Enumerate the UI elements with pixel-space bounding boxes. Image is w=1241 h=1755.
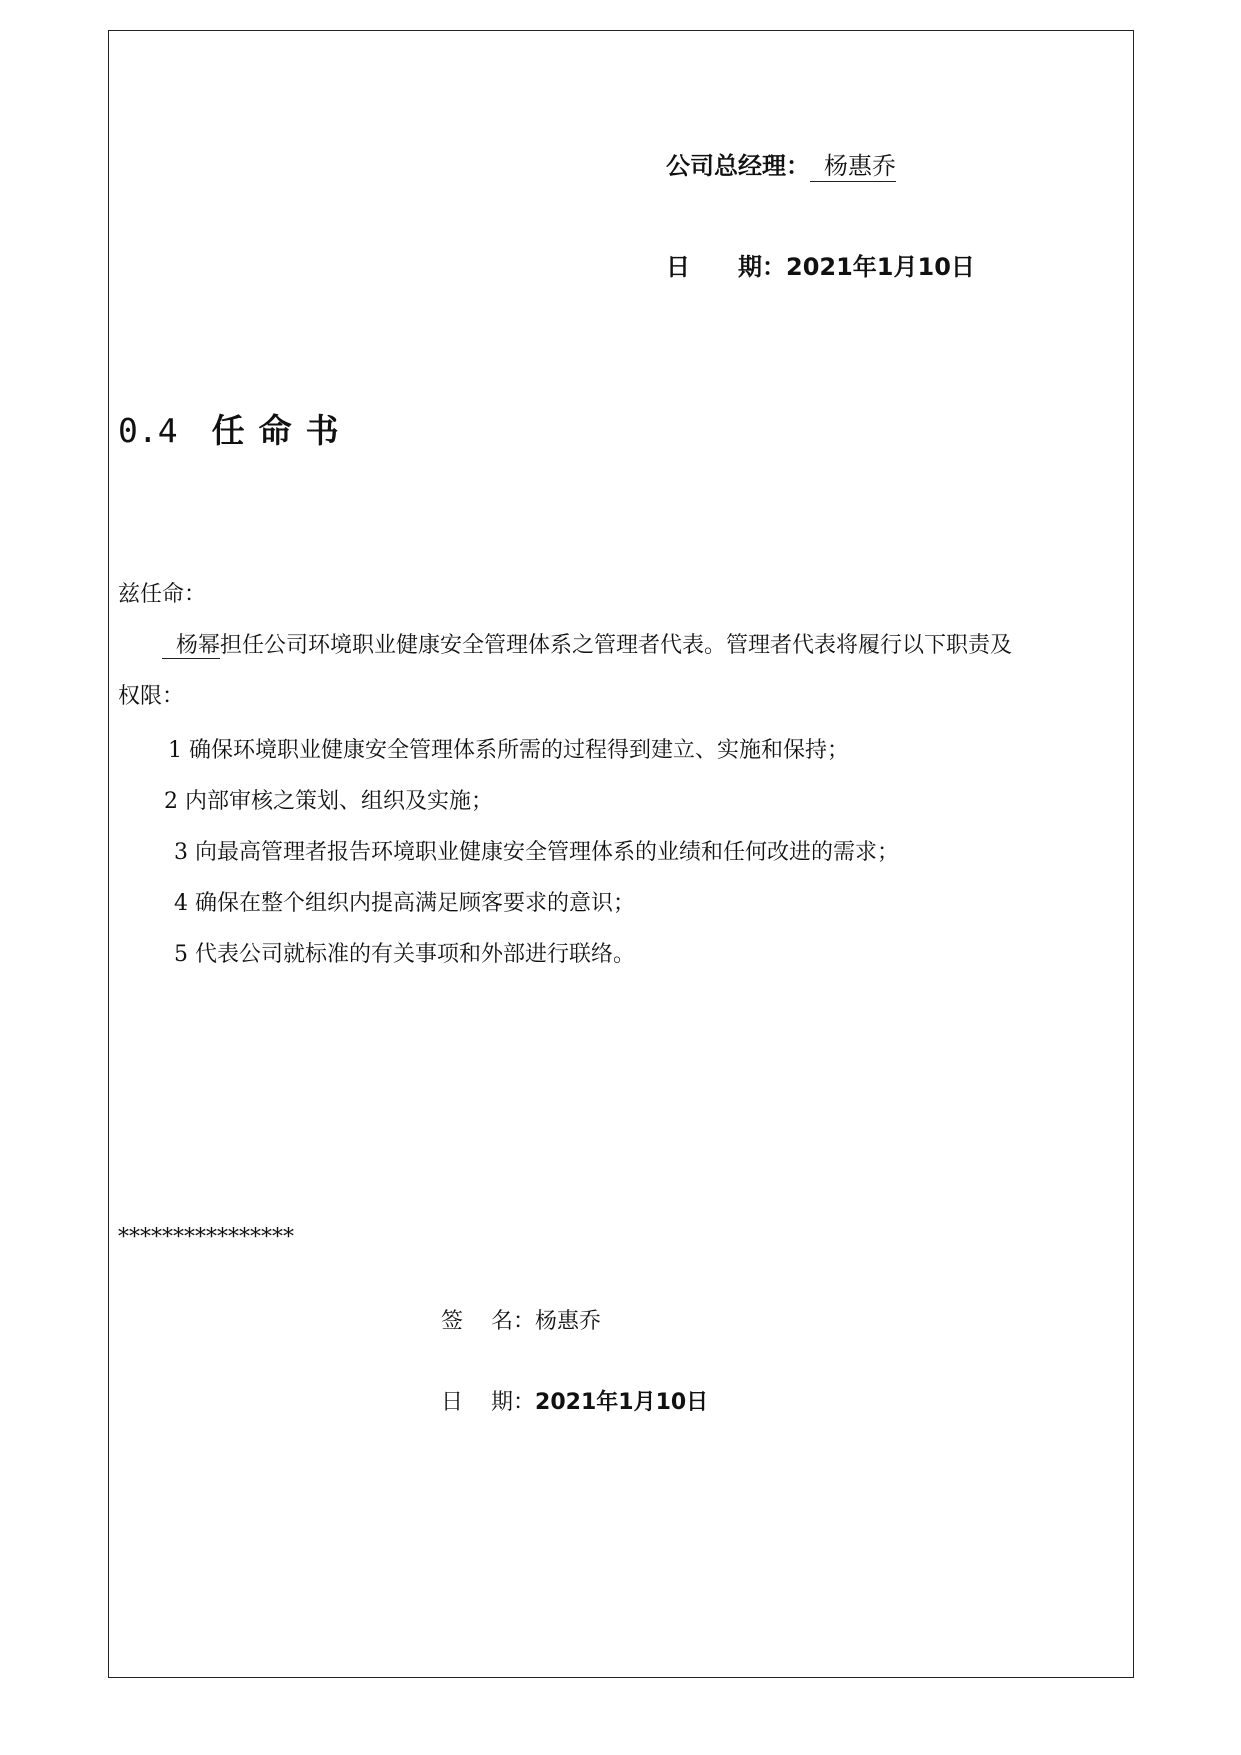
footer-date-label-period: 期： xyxy=(491,1390,536,1415)
signature-label-name: 名： xyxy=(491,1309,536,1334)
duty-item: 5 代表公司就标准的有关事项和外部进行联络。 xyxy=(174,942,635,967)
signature-label-sign: 签 xyxy=(441,1309,464,1334)
section-heading xyxy=(118,405,353,452)
appointee-underline xyxy=(162,636,176,659)
section-number: 0.4 xyxy=(118,411,178,450)
general-manager-name: 杨惠乔 xyxy=(810,153,896,182)
footer-date-label-day: 日 xyxy=(441,1390,464,1415)
general-manager-label: 公司总经理： xyxy=(666,152,810,180)
appointment-line xyxy=(162,628,1012,659)
header-date-label-day: 日 xyxy=(666,253,690,281)
signature-name: 杨惠乔 xyxy=(535,1309,602,1334)
footer-date-value: 2021年1月10日 xyxy=(535,1390,709,1415)
header-date-label-period: 期： xyxy=(738,253,786,281)
duty-text-line1: 担任公司环境职业健康安全管理体系之管理者代表。管理者代表将履行以下职责及 xyxy=(220,633,1013,658)
section-title: 任命书 xyxy=(211,411,353,450)
duty-item: 4 确保在整个组织内提高满足顾客要求的意识； xyxy=(174,891,635,916)
footer-date-line xyxy=(441,1385,708,1416)
header-date-value: 2021年1月10日 xyxy=(786,253,975,281)
duty-item: 2 内部审核之策划、组织及实施； xyxy=(164,789,493,814)
signature-line xyxy=(441,1304,601,1335)
duty-text-line2: 权限： xyxy=(118,684,185,709)
duty-item: 3 向最高管理者报告环境职业健康安全管理体系的业绩和任何改进的需求； xyxy=(174,840,899,865)
duty-item: 1 确保环境职业健康安全管理体系所需的过程得到建立、实施和保持； xyxy=(168,738,849,763)
separator-stars: **************** xyxy=(118,1225,294,1250)
header-date-line xyxy=(666,247,975,282)
intro-text: 兹任命： xyxy=(118,582,207,607)
general-manager-line xyxy=(666,146,896,182)
appointee-name: 杨幂 xyxy=(176,633,221,658)
